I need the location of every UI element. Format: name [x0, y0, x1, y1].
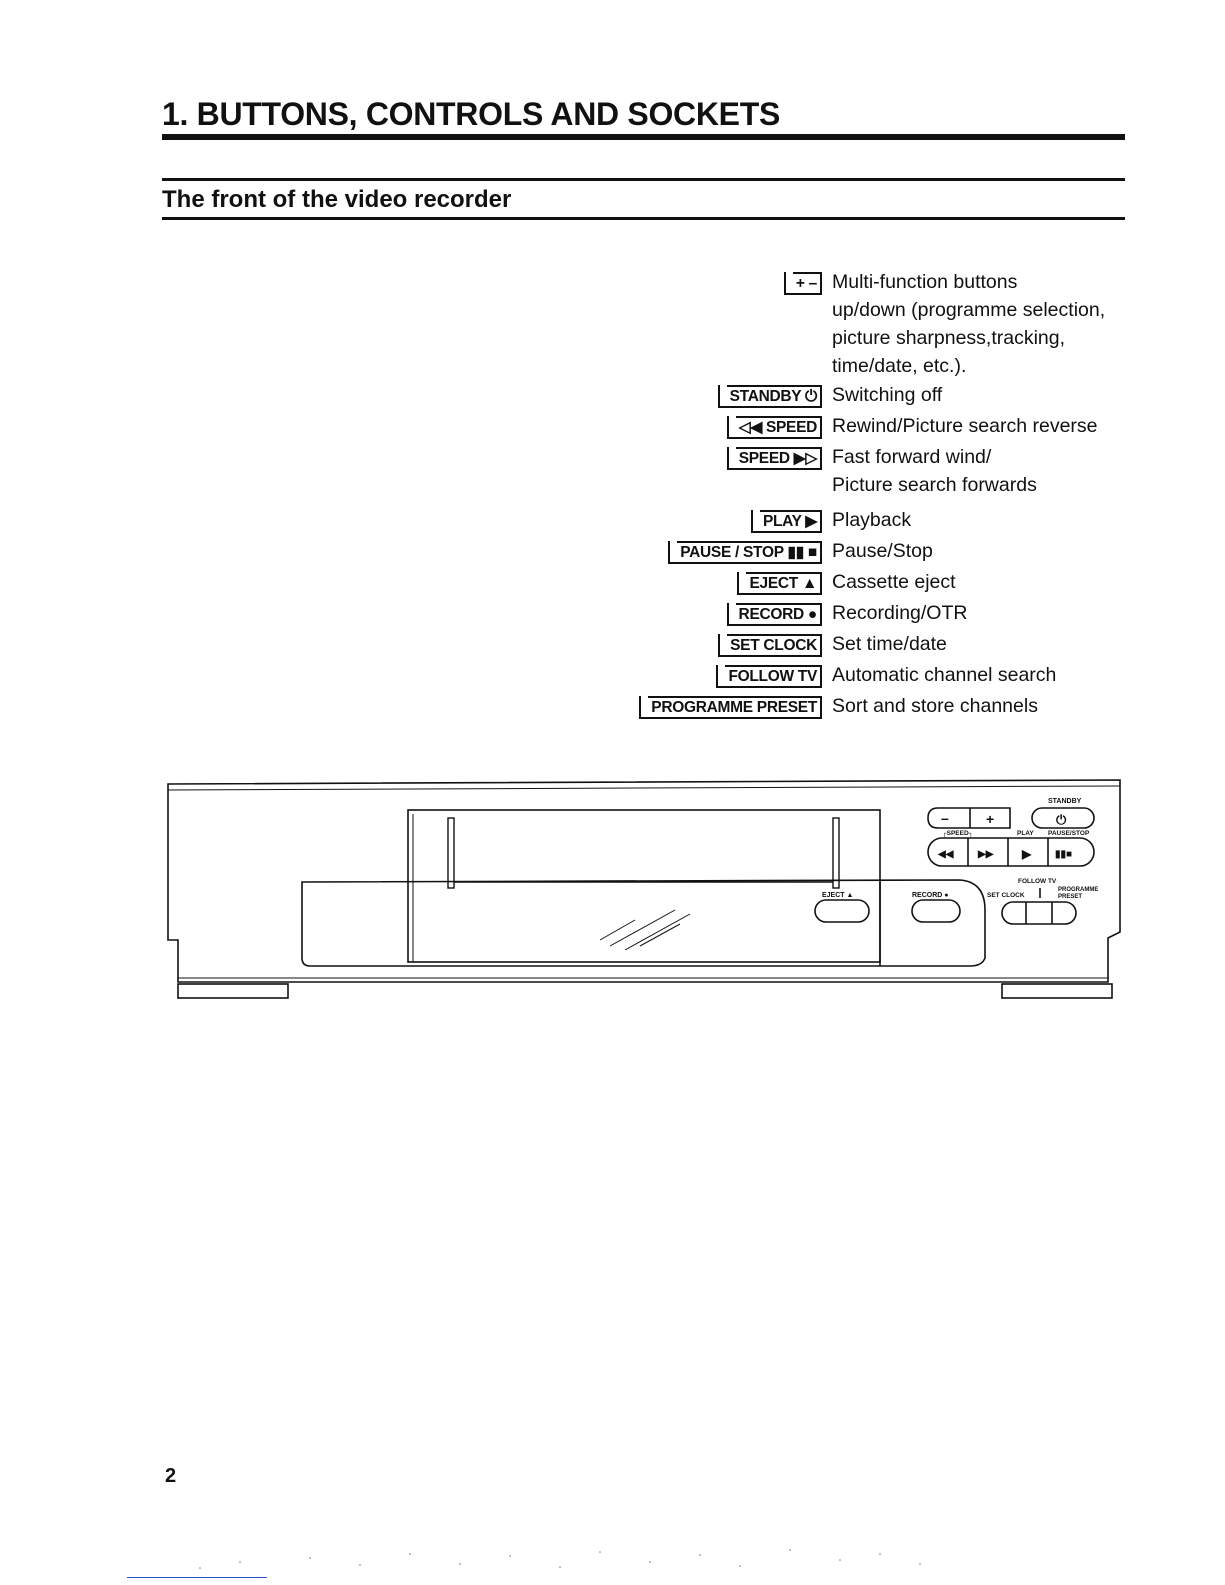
legend-description: Switching off: [832, 384, 943, 406]
legend-row: [0, 661, 1225, 689]
legend-button-label: STANDBY ⏻: [718, 385, 822, 408]
minus-glyph: –: [941, 810, 949, 826]
legend-description: Recording/OTR: [832, 602, 968, 624]
legend-description: Sort and store channels: [832, 695, 1038, 717]
follow-tv-caption: FOLLOW TV: [1018, 878, 1057, 885]
left-foot: [178, 984, 288, 998]
bottom-underline: [127, 1577, 267, 1578]
legend-row: [0, 443, 1225, 496]
legend-description: Pause/Stop: [832, 540, 933, 562]
legend-row: [0, 568, 1225, 596]
scan-noise: [180, 1540, 960, 1575]
page-number: 2: [165, 1465, 177, 1487]
chapter-title: 1. BUTTONS, CONTROLS AND SOCKETS: [162, 96, 780, 132]
legend-description-continued: time/date, etc.).: [832, 355, 967, 377]
power-icon: ⏻: [1056, 812, 1067, 827]
legend-row: [0, 630, 1225, 658]
eject-button[interactable]: [815, 900, 869, 922]
legend-description-continued: up/down (programme selection,: [832, 299, 1106, 321]
pause-stop-icon: ▮▮■: [1055, 849, 1073, 860]
legend-row: [0, 381, 1225, 409]
preset-caption: PRESET: [1058, 894, 1083, 900]
record-button[interactable]: [912, 900, 960, 922]
front-flap: [302, 880, 985, 966]
legend-row: [0, 412, 1225, 440]
legend-row: [0, 599, 1225, 627]
vcr-front-illustration: [160, 770, 1130, 1010]
eject-caption: EJECT ▲: [822, 892, 854, 899]
legend-button-label: FOLLOW TV: [716, 665, 822, 688]
title-rule: [162, 134, 1125, 140]
legend-button-label: EJECT ▲: [737, 572, 822, 595]
legend-description-continued: Picture search forwards: [832, 474, 1037, 496]
set-clock-caption: SET CLOCK: [987, 892, 1025, 899]
play-icon: ▶: [1022, 847, 1032, 861]
legend-description: Multi-function buttons: [832, 271, 1018, 293]
legend-button-label: PROGRAMME PRESET: [639, 696, 822, 719]
legend-description: Cassette eject: [832, 571, 956, 593]
legend-description: Rewind/Picture search reverse: [832, 415, 1098, 437]
legend-row: [0, 537, 1225, 565]
legend-description: Automatic channel search: [832, 664, 1057, 686]
legend-description-continued: picture sharpness,tracking,: [832, 327, 1066, 349]
legend-button-label: PAUSE / STOP ▮▮ ■: [668, 541, 822, 564]
legend-button-label: SET CLOCK: [718, 634, 822, 657]
legend-description: Set time/date: [832, 633, 947, 655]
legend-button-label: ◁◀ SPEED: [727, 416, 822, 439]
legend-button-label: RECORD ●: [727, 603, 822, 626]
legend-button-label: SPEED ▶▷: [727, 447, 822, 470]
speed-caption: ┌SPEED┐: [942, 830, 974, 837]
clock-preset-buttons[interactable]: [1002, 902, 1076, 924]
legend-description: Playback: [832, 509, 912, 531]
fast-forward-icon: ▶▶: [978, 849, 994, 860]
play-caption: PLAY: [1017, 830, 1034, 837]
right-foot: [1002, 984, 1112, 998]
legend-row: [0, 692, 1225, 720]
rewind-icon: ◀◀: [938, 849, 954, 860]
legend-description: Fast forward wind/: [832, 446, 992, 468]
plus-glyph: +: [986, 811, 995, 827]
standby-caption: STANDBY: [1048, 798, 1082, 805]
section-title: The front of the video recorder: [162, 186, 512, 213]
section-rule-top: [162, 178, 1125, 181]
legend-row: [0, 268, 1225, 377]
section-rule-bottom: [162, 217, 1125, 220]
programme-caption: PROGRAMME: [1058, 887, 1099, 893]
legend-button-label: + –: [784, 272, 822, 295]
pause-stop-caption: PAUSE/STOP: [1048, 830, 1090, 837]
legend-button-label: PLAY ▶: [751, 510, 822, 533]
record-caption: RECORD ●: [912, 892, 949, 899]
legend-row: [0, 506, 1225, 534]
